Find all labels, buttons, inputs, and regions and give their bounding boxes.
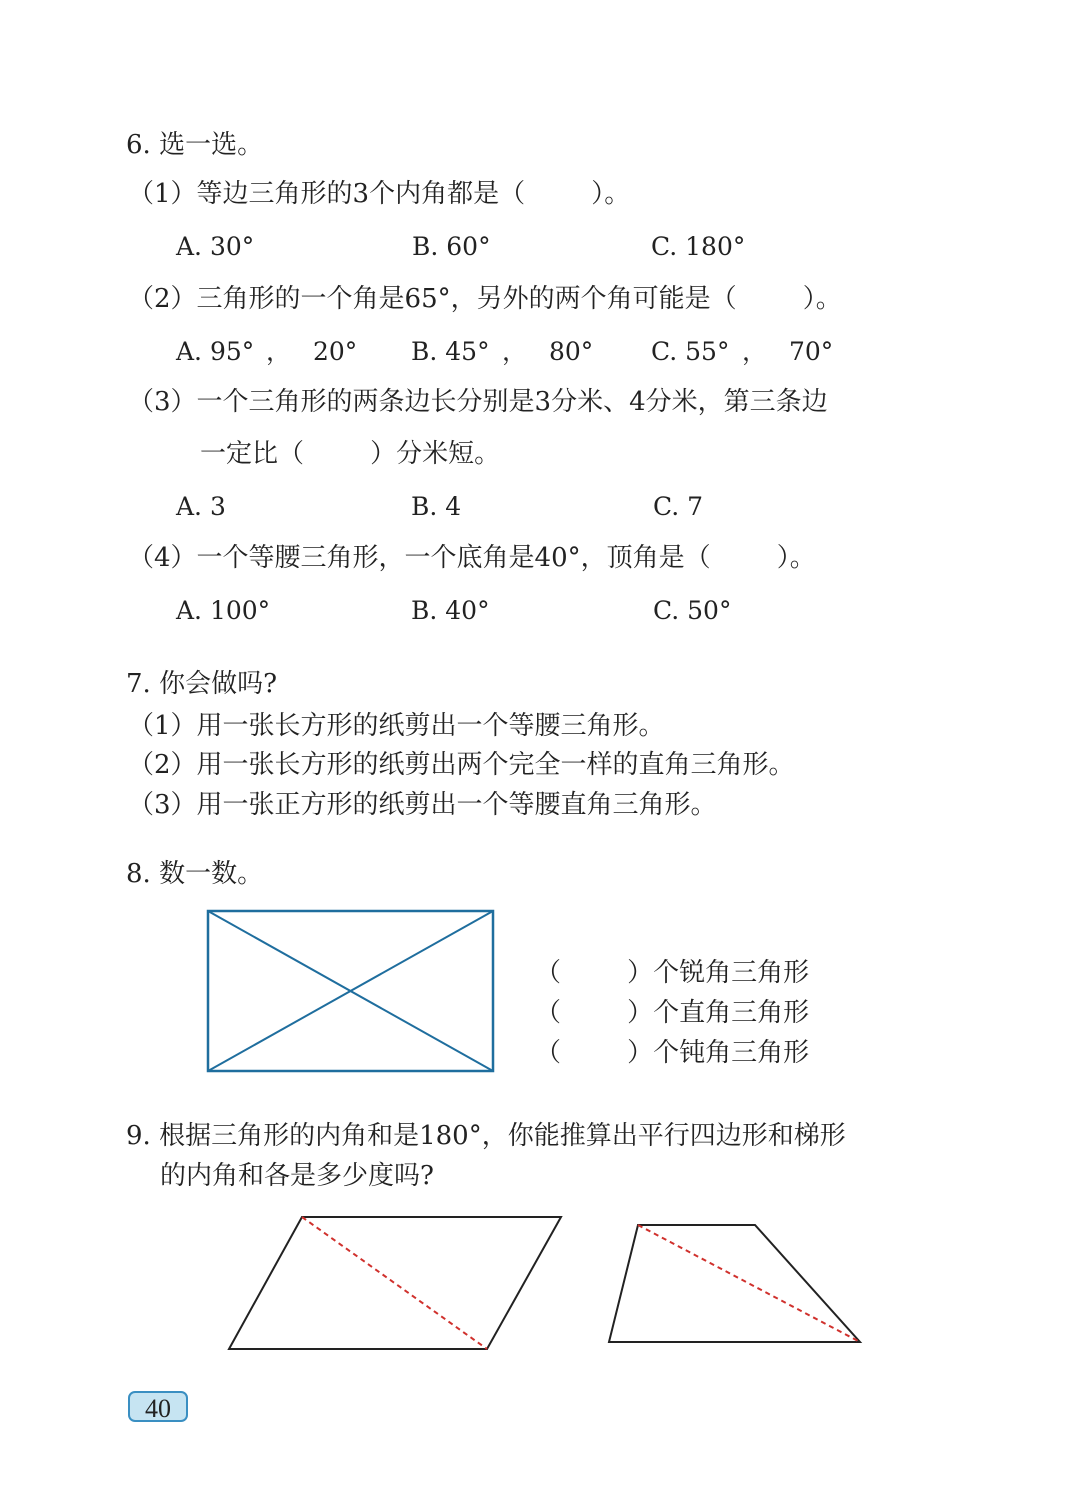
q6-4-option-a: A. 100° [176, 596, 271, 625]
q6-2-option-b-comma: ， [502, 337, 528, 366]
q6-3-option-a: A. 3 [176, 492, 226, 521]
q6-3-option-c: C. 7 [653, 492, 704, 521]
q7-item-1: （1）用一张长方形的纸剪出一个等腰三角形。 [128, 711, 665, 741]
q6-4-option-c: C. 50° [653, 596, 732, 625]
q6-2-option-a-second: 20° [313, 337, 358, 366]
trapezoid-figure [603, 1216, 868, 1351]
q6-1-option-c: C. 180° [651, 232, 746, 261]
q6-3-stem-line1: （3）一个三角形的两条边长分别是3分米、4分米，第三条边 [128, 387, 828, 417]
q8-blank-acute: （ ）个锐角三角形 [535, 958, 810, 988]
q6-1-stem: （1）等边三角形的3个内角都是（ ）。 [128, 179, 631, 209]
q7-title: 7. 你会做吗? [126, 669, 278, 699]
q6-1-option-b: B. 60° [412, 232, 491, 261]
q6-4-stem: （4）一个等腰三角形，一个底角是40°，顶角是（ ）。 [128, 543, 816, 573]
q6-2-option-c-second: 70° [789, 337, 834, 366]
q8-blank-right: （ ）个直角三角形 [535, 998, 810, 1028]
q6-2-option-c-comma: ， [742, 337, 768, 366]
q6-title: 6. 选一选。 [126, 130, 264, 160]
page-number: 40 [128, 1391, 188, 1422]
q7-item-3: （3）用一张正方形的纸剪出一个等腰直角三角形。 [128, 790, 717, 820]
q8-blank-obtuse: （ ）个钝角三角形 [535, 1038, 810, 1068]
rectangle-diagonals-figure [203, 906, 503, 1076]
q9-line1: 9. 根据三角形的内角和是180°，你能推算出平行四边形和梯形 [126, 1121, 846, 1151]
q6-1-option-a: A. 30° [176, 232, 255, 261]
q6-2-stem: （2）三角形的一个角是65°，另外的两个角可能是（ ）。 [128, 284, 842, 314]
q6-4-option-b: B. 40° [411, 596, 490, 625]
q6-2-option-b: B. 45° [411, 337, 490, 366]
q6-3-option-b: B. 4 [411, 492, 462, 521]
q6-2-option-c: C. 55° [651, 337, 730, 366]
q8-title: 8. 数一数。 [126, 859, 264, 889]
parallelogram-figure [222, 1210, 567, 1355]
parallelogram-diagonal [302, 1217, 487, 1349]
trapezoid-outline [609, 1225, 860, 1342]
q6-2-option-a-comma: ， [266, 337, 292, 366]
q7-item-2: （2）用一张长方形的纸剪出两个完全一样的直角三角形。 [128, 750, 795, 780]
q6-2-option-a: A. 95° [176, 337, 255, 366]
q9-line2: 的内角和各是多少度吗? [160, 1161, 434, 1191]
q6-2-option-b-second: 80° [549, 337, 594, 366]
q6-3-stem-line2: 一定比（ ）分米短。 [200, 439, 501, 469]
trapezoid-diagonal [638, 1225, 860, 1342]
parallelogram-outline [229, 1217, 561, 1349]
